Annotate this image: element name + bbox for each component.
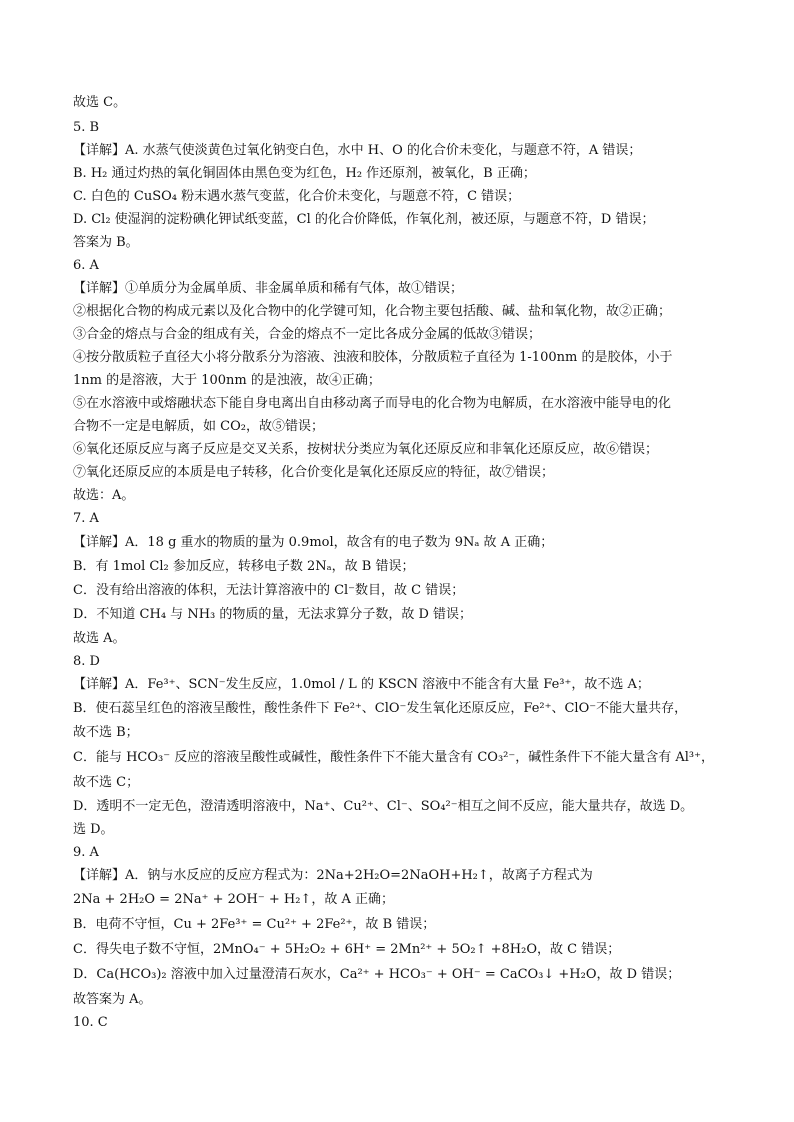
- text-line: 【详解】A．钠与水反应的反应方程式为：2Na+2H₂O=2NaOH+H₂↑，故离子方程式为: [73, 868, 593, 883]
- text-line: 故选：A。: [73, 488, 135, 503]
- text-line: 2Na + 2H₂O = 2Na⁺ + 2OH⁻ + H₂↑，故 A 正确；: [73, 892, 394, 907]
- text-line: C．没有给出溶液的体积，无法计算溶液中的 Cl⁻数目，故 C 错误；: [73, 583, 465, 598]
- text-line: 7. A: [73, 511, 99, 526]
- text-line: ⑦氧化还原反应的本质是电子转移，化合价变化是氧化还原反应的特征，故⑦错误；: [73, 465, 555, 480]
- text-line: 【详解】A．Fe³⁺、SCN⁻发生反应，1.0mol / L 的 KSCN 溶液中不能含有大量 Fe³⁺，故不选 A；: [73, 677, 650, 692]
- text-line: 10. C: [73, 1015, 108, 1030]
- text-line: ⑤在水溶液中或熔融状态下能自身电离出自由移动离子而导电的化合物为电解质，在水溶液中能导电的化: [73, 396, 672, 411]
- text-line: D．Ca(HCO₃)₂ 溶液中加入过量澄清石灰水，Ca²⁺ + HCO₃⁻ + OH⁻ = CaCO₃↓ +H₂O，故 D 错误；: [73, 967, 681, 982]
- text-line: C．得失电子数不守恒，2MnO₄⁻ + 5H₂O₂ + 6H⁺ = 2Mn²⁺ + 5O₂↑ +8H₂O，故 C 错误；: [73, 942, 621, 957]
- text-line: C. 白色的 CuSO₄ 粉末遇水蒸气变蓝，化合价未变化，与题意不符，C 错误；: [73, 189, 521, 204]
- text-line: ③合金的熔点与合金的组成有关，合金的熔点不一定比各成分金属的低故③错误；: [73, 327, 542, 342]
- text-line: 合物不一定是电解质，如 CO₂，故⑤错误；: [73, 419, 324, 434]
- text-line: C．能与 HCO₃⁻ 反应的溶液呈酸性或碱性，酸性条件下不能大量含有 CO₃²⁻，碱性条件下不能大量含有 Al³⁺，: [73, 750, 714, 765]
- text-line: 故不选 B；: [73, 725, 139, 740]
- text-line: B．有 1mol Cl₂ 参加反应，转移电子数 2Nₐ，故 B 错误；: [73, 559, 415, 574]
- text-line: D．不知道 CH₄ 与 NH₃ 的物质的量，无法求算分子数，故 D 错误；: [73, 607, 473, 622]
- text-line: 故不选 C；: [73, 775, 140, 790]
- text-line: 9. A: [73, 845, 99, 860]
- text-line: 【详解】A．18 g 重水的物质的量为 0.9mol，故含有的电子数为 9Nₐ 故 A 正确；: [73, 535, 554, 550]
- text-line: B．电荷不守恒，Cu + 2Fe³⁺ = Cu²⁺ + 2Fe²⁺，故 B 错误；: [73, 917, 436, 932]
- text-line: D. Cl₂ 使湿润的淀粉碘化钾试纸变蓝，Cl 的化合价降低，作氧化剂，被还原，与题意不符，D 错误；: [73, 212, 655, 227]
- text-line: 故选 A。: [73, 631, 126, 646]
- text-line: ⑥氧化还原反应与离子反应是交叉关系，按树状分类应为氧化还原反应和非氧化还原反应，故⑥错误；: [73, 442, 659, 457]
- text-line: 【详解】①单质分为金属单质、非金属单质和稀有气体，故①错误；: [73, 281, 464, 296]
- text-line: B．使石蕊呈红色的溶液呈酸性，酸性条件下 Fe²⁺、ClO⁻发生氧化还原反应，Fe²⁺、ClO⁻不能大量共存，: [73, 701, 688, 716]
- text-line: 选 D。: [73, 822, 114, 837]
- text-line: D．透明不一定无色，澄清透明溶液中，Na⁺、Cu²⁺、Cl⁻、SO₄²⁻相互之间不反应，能大量共存，故选 D。: [73, 799, 694, 814]
- text-line: 【详解】A. 水蒸气使淡黄色过氧化钠变白色，水中 H、O 的化合价未变化，与题意不符，A 错误；: [73, 143, 642, 158]
- text-line: 故答案为 A。: [73, 992, 152, 1007]
- text-line: 8. D: [73, 654, 100, 669]
- text-line: 1nm 的是溶液，大于 100nm 的是浊液，故④正确；: [73, 373, 381, 388]
- text-line: ④按分散质粒子直径大小将分散系分为溶液、浊液和胶体，分散质粒子直径为 1-100nm 的是胶体，小于: [73, 350, 673, 365]
- text-line: ②根据化合物的构成元素以及化合物中的化学键可知，化合物主要包括酸、碱、盐和氧化物，故②正确；: [73, 304, 672, 319]
- text-line: 故选 C。: [73, 95, 127, 110]
- text-line: 答案为 B。: [73, 235, 139, 250]
- text-line: 6. A: [73, 258, 99, 273]
- text-line: B. H₂ 通过灼热的氧化铜固体由黑色变为红色，H₂ 作还原剂，被氧化，B 正确；: [73, 166, 536, 181]
- text-line: 5. B: [73, 120, 100, 135]
